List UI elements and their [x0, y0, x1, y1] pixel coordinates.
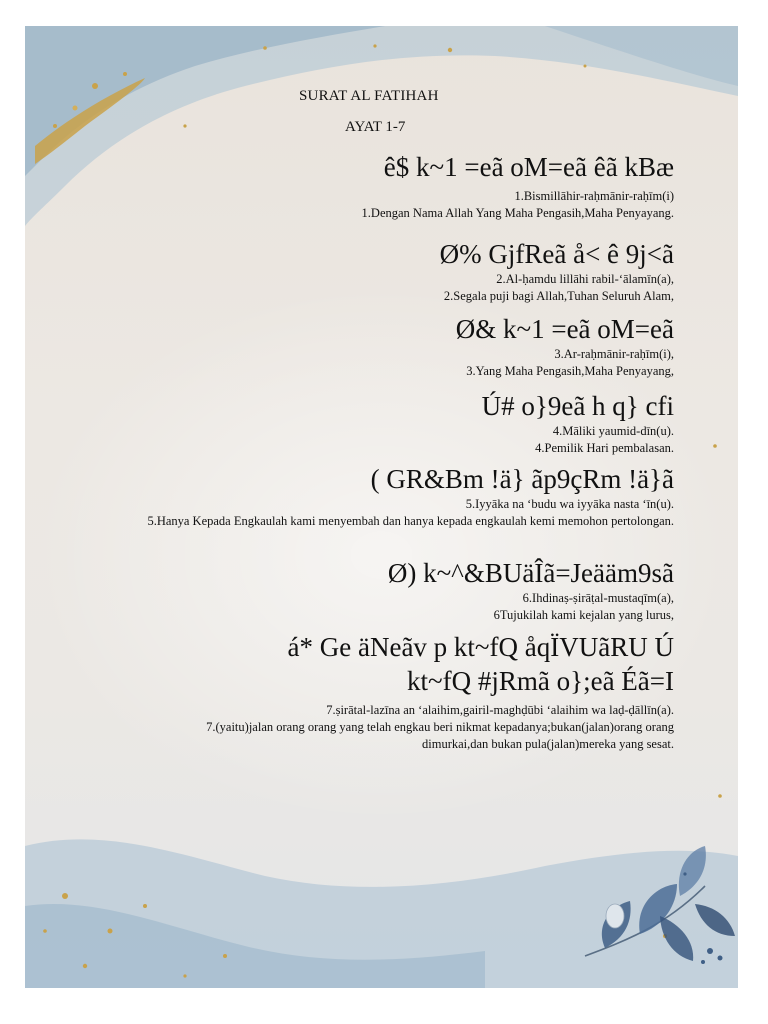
- verse-translation: 4.Pemilik Hari pembalasan.: [535, 441, 674, 455]
- page: [25, 26, 738, 988]
- verse-translation: 5.Hanya Kepada Engkaulah kami menyembah dan hanya kepada engkaulah kemi memohon pertolongan.: [147, 514, 674, 528]
- verse-transliteration: 4.Māliki yaumid-dīn(u).: [552, 424, 674, 438]
- verse-translation: 1.Dengan Nama Allah Yang Maha Pengasih,Maha Penyayang.: [361, 206, 674, 220]
- document-title: SURAT AL FATIHAH: [299, 88, 439, 104]
- verse-2: [114, 237, 674, 305]
- verse-transliteration: 5.Iyyāka na ‘budu wa iyyāka nasta ‘īn(u).: [465, 497, 674, 511]
- verse-7: [74, 630, 674, 753]
- verse-transliteration: 7.ṣirātal-lazīna an ‘alaihim,gairil-maghḍūbi ‘alaihim wa laḍ-ḍāllīn(a).: [326, 703, 674, 717]
- verse-translation: 3.Yang Maha Pengasih,Maha Penyayang,: [466, 364, 674, 378]
- verse-transliteration: 1.Bismillāhir-raḥmānir-raḥīm(i): [514, 189, 674, 203]
- verse-3: [114, 312, 674, 380]
- verse-arabic-text: Ø% GjfReã å< ê 9j<ã: [439, 239, 674, 269]
- verse-translation: 2.Segala puji bagi Allah,Tuhan Seluruh Alam,: [443, 289, 674, 303]
- verse-4: [114, 389, 674, 457]
- verse-translation: 6Tujukilah kami kejalan yang lurus,: [493, 608, 674, 622]
- verse-arabic-text: Ú# o}9eã h q} cfi: [481, 391, 674, 421]
- verse-transliteration: 2.Al-ḥamdu lillāhi rabil-‘ālamīn(a),: [496, 272, 674, 286]
- verse-6: [74, 556, 674, 624]
- verse-transliteration: 3.Ar-raḥmānir-raḥīm(i),: [554, 347, 674, 361]
- verse-5: [74, 462, 674, 530]
- verse-arabic-text-line-1: á* Ge äNeãv p kt~fQ åqÏVUãRU Ú: [287, 632, 674, 662]
- verse-arabic-text-line-2: kt~fQ #jRmã o};eã Éã=I: [407, 666, 674, 696]
- verse-arabic-text: Ø) k~^&BUäÎã=Jeääm9sã: [387, 558, 674, 588]
- verse-arabic-text: Ø& k~1 =eã oM=eã: [455, 314, 674, 344]
- document-subtitle: AYAT 1-7: [345, 119, 406, 135]
- document-content: [25, 26, 738, 988]
- verse-1: [114, 150, 674, 222]
- verse-arabic-text: ( GR&Bm !ä} ãp9çRm !ä}ã: [370, 464, 674, 494]
- verse-translation: 7.(yaitu)jalan orang orang yang telah engkau beri nikmat kepadanya;bukan(jalan)orang orang dimurkai,dan bukan pula(jalan)mereka yang sesat.: [206, 720, 674, 751]
- verse-arabic-text: ê$ k~1 =eã oM=eã êã kBæ: [383, 152, 674, 182]
- verse-transliteration: 6.Ihdinaṣ-ṣirāṭal-mustaqīm(a),: [522, 591, 674, 605]
